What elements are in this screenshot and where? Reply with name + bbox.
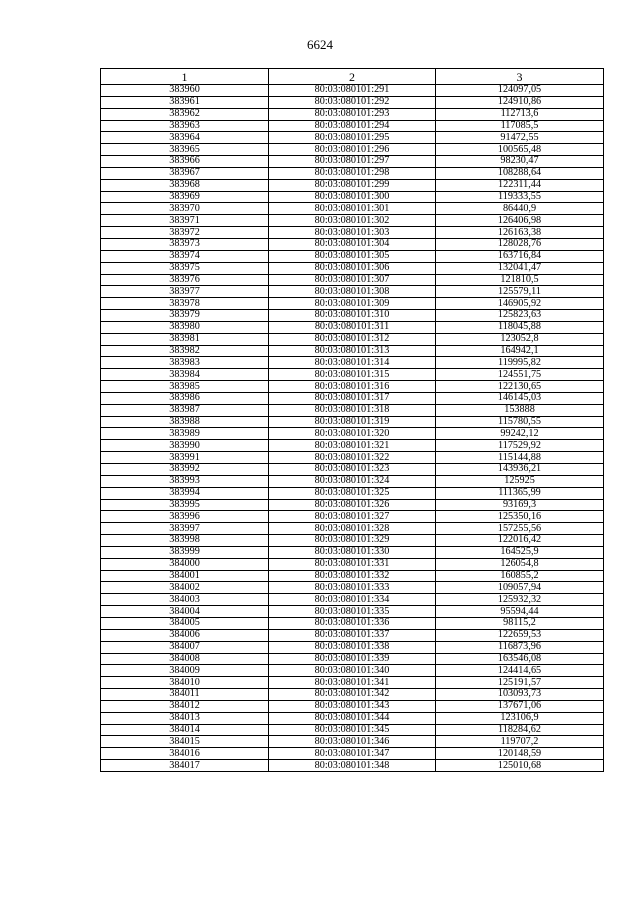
value-cell: 132041,47 (436, 262, 604, 274)
row-number-cell: 384000 (101, 558, 269, 570)
cadastral-number-cell: 80:03:080101:304 (269, 238, 436, 250)
table-row (101, 606, 604, 618)
cadastral-number-cell: 80:03:080101:341 (269, 677, 436, 689)
cadastral-number-cell: 80:03:080101:308 (269, 286, 436, 298)
row-number-cell: 383988 (101, 416, 269, 428)
table-row (101, 570, 604, 582)
table-row (101, 689, 604, 701)
table-row (101, 629, 604, 641)
value-cell: 86440,9 (436, 203, 604, 215)
row-number-cell: 383968 (101, 179, 269, 191)
cadastral-number-cell: 80:03:080101:312 (269, 333, 436, 345)
cadastral-number-cell: 80:03:080101:316 (269, 381, 436, 393)
cadastral-number-cell: 80:03:080101:330 (269, 546, 436, 558)
row-number-cell: 383972 (101, 227, 269, 239)
table-row (101, 464, 604, 476)
table-row (101, 392, 604, 404)
value-cell: 128028,76 (436, 238, 604, 250)
cadastral-number-cell: 80:03:080101:297 (269, 156, 436, 168)
row-number-cell: 384015 (101, 736, 269, 748)
value-cell: 163546,08 (436, 653, 604, 665)
row-number-cell: 383993 (101, 475, 269, 487)
table-row (101, 617, 604, 629)
value-cell: 125191,57 (436, 677, 604, 689)
table-row (101, 546, 604, 558)
row-number-cell: 384005 (101, 617, 269, 629)
value-cell: 109057,94 (436, 582, 604, 594)
cadastral-number-cell: 80:03:080101:345 (269, 724, 436, 736)
cadastral-number-cell: 80:03:080101:309 (269, 298, 436, 310)
value-cell: 143936,21 (436, 464, 604, 476)
cadastral-number-cell: 80:03:080101:291 (269, 85, 436, 97)
row-number-cell: 383970 (101, 203, 269, 215)
table-row (101, 274, 604, 286)
table-row (101, 736, 604, 748)
value-cell: 153888 (436, 404, 604, 416)
table-row (101, 487, 604, 499)
column-header-1: 1 (101, 69, 269, 85)
cadastral-number-cell: 80:03:080101:346 (269, 736, 436, 748)
value-cell: 125579,11 (436, 286, 604, 298)
row-number-cell: 383984 (101, 369, 269, 381)
row-number-cell: 383979 (101, 310, 269, 322)
value-cell: 157255,56 (436, 523, 604, 535)
table-row (101, 452, 604, 464)
table-row (101, 298, 604, 310)
cadastral-number-cell: 80:03:080101:310 (269, 310, 436, 322)
table-row (101, 357, 604, 369)
table-row (101, 191, 604, 203)
cadastral-number-cell: 80:03:080101:301 (269, 203, 436, 215)
value-cell: 116873,96 (436, 641, 604, 653)
row-number-cell: 383987 (101, 404, 269, 416)
value-cell: 122659,53 (436, 629, 604, 641)
table-row (101, 724, 604, 736)
cadastral-number-cell: 80:03:080101:296 (269, 144, 436, 156)
table-row (101, 310, 604, 322)
row-number-cell: 383973 (101, 238, 269, 250)
table-row (101, 203, 604, 215)
value-cell: 118284,62 (436, 724, 604, 736)
cadastral-number-cell: 80:03:080101:320 (269, 428, 436, 440)
value-cell: 121810,5 (436, 274, 604, 286)
table-row (101, 144, 604, 156)
table-row (101, 250, 604, 262)
row-number-cell: 383975 (101, 262, 269, 274)
cadastral-number-cell: 80:03:080101:298 (269, 167, 436, 179)
value-cell: 100565,48 (436, 144, 604, 156)
cadastral-number-cell: 80:03:080101:313 (269, 345, 436, 357)
cadastral-number-cell: 80:03:080101:325 (269, 487, 436, 499)
cadastral-number-cell: 80:03:080101:322 (269, 452, 436, 464)
table-row (101, 653, 604, 665)
value-cell: 125350,16 (436, 511, 604, 523)
header-row (101, 69, 604, 85)
cadastral-number-cell: 80:03:080101:336 (269, 617, 436, 629)
cadastral-number-cell: 80:03:080101:327 (269, 511, 436, 523)
cadastral-number-cell: 80:03:080101:340 (269, 665, 436, 677)
value-cell: 120148,59 (436, 748, 604, 760)
row-number-cell: 384006 (101, 629, 269, 641)
table-row (101, 748, 604, 760)
cadastral-number-cell: 80:03:080101:343 (269, 700, 436, 712)
row-number-cell: 384002 (101, 582, 269, 594)
value-cell: 119707,2 (436, 736, 604, 748)
value-cell: 115780,55 (436, 416, 604, 428)
table-row (101, 108, 604, 120)
value-cell: 123052,8 (436, 333, 604, 345)
table-row (101, 238, 604, 250)
cadastral-number-cell: 80:03:080101:293 (269, 108, 436, 120)
row-number-cell: 383967 (101, 167, 269, 179)
table-row (101, 523, 604, 535)
cadastral-number-cell: 80:03:080101:292 (269, 96, 436, 108)
cadastral-number-cell: 80:03:080101:348 (269, 760, 436, 772)
cadastral-number-cell: 80:03:080101:295 (269, 132, 436, 144)
row-number-cell: 383961 (101, 96, 269, 108)
row-number-cell: 383989 (101, 428, 269, 440)
value-cell: 99242,12 (436, 428, 604, 440)
row-number-cell: 384008 (101, 653, 269, 665)
cadastral-number-cell: 80:03:080101:332 (269, 570, 436, 582)
row-number-cell: 384004 (101, 606, 269, 618)
value-cell: 111365,99 (436, 487, 604, 499)
value-cell: 126163,38 (436, 227, 604, 239)
table-body (101, 85, 604, 772)
table-row (101, 416, 604, 428)
cadastral-number-cell: 80:03:080101:337 (269, 629, 436, 641)
value-cell: 117085,5 (436, 120, 604, 132)
page-number: 6624 (307, 37, 333, 52)
table-row (101, 381, 604, 393)
row-number-cell: 383986 (101, 392, 269, 404)
value-cell: 118045,88 (436, 321, 604, 333)
row-number-cell: 383990 (101, 440, 269, 452)
table-row (101, 594, 604, 606)
value-cell: 163716,84 (436, 250, 604, 262)
row-number-cell: 383977 (101, 286, 269, 298)
cadastral-number-cell: 80:03:080101:344 (269, 712, 436, 724)
value-cell: 122016,42 (436, 535, 604, 547)
table-row (101, 475, 604, 487)
row-number-cell: 383981 (101, 333, 269, 345)
value-cell: 146905,92 (436, 298, 604, 310)
cadastral-number-cell: 80:03:080101:315 (269, 369, 436, 381)
row-number-cell: 384001 (101, 570, 269, 582)
cadastral-number-cell: 80:03:080101:347 (269, 748, 436, 760)
cadastral-number-cell: 80:03:080101:338 (269, 641, 436, 653)
value-cell: 164525,9 (436, 546, 604, 558)
row-number-cell: 383980 (101, 321, 269, 333)
table-row (101, 215, 604, 227)
cadastral-number-cell: 80:03:080101:335 (269, 606, 436, 618)
table-row (101, 85, 604, 97)
value-cell: 125010,68 (436, 760, 604, 772)
value-cell: 108288,64 (436, 167, 604, 179)
table-row (101, 179, 604, 191)
table-row (101, 369, 604, 381)
table-row (101, 167, 604, 179)
cadastral-number-cell: 80:03:080101:306 (269, 262, 436, 274)
row-number-cell: 383960 (101, 85, 269, 97)
value-cell: 124910,86 (436, 96, 604, 108)
table-row (101, 665, 604, 677)
value-cell: 112713,6 (436, 108, 604, 120)
row-number-cell: 384013 (101, 712, 269, 724)
cadastral-number-cell: 80:03:080101:302 (269, 215, 436, 227)
cadastral-number-cell: 80:03:080101:303 (269, 227, 436, 239)
row-number-cell: 383969 (101, 191, 269, 203)
row-number-cell: 383985 (101, 381, 269, 393)
table-row (101, 262, 604, 274)
cadastral-number-cell: 80:03:080101:294 (269, 120, 436, 132)
row-number-cell: 383982 (101, 345, 269, 357)
row-number-cell: 384010 (101, 677, 269, 689)
table-row (101, 677, 604, 689)
row-number-cell: 384012 (101, 700, 269, 712)
value-cell: 124097,05 (436, 85, 604, 97)
table-row (101, 227, 604, 239)
table-row (101, 511, 604, 523)
cadastral-number-cell: 80:03:080101:311 (269, 321, 436, 333)
table-row (101, 700, 604, 712)
row-number-cell: 383998 (101, 535, 269, 547)
table-row (101, 333, 604, 345)
cadastral-number-cell: 80:03:080101:323 (269, 464, 436, 476)
value-cell: 91472,55 (436, 132, 604, 144)
cadastral-number-cell: 80:03:080101:331 (269, 558, 436, 570)
table-row (101, 428, 604, 440)
value-cell: 160855,2 (436, 570, 604, 582)
row-number-cell: 383983 (101, 357, 269, 369)
table-row (101, 440, 604, 452)
table-row (101, 712, 604, 724)
value-cell: 98115,2 (436, 617, 604, 629)
row-number-cell: 383991 (101, 452, 269, 464)
row-number-cell: 384016 (101, 748, 269, 760)
value-cell: 125823,63 (436, 310, 604, 322)
cadastral-number-cell: 80:03:080101:342 (269, 689, 436, 701)
value-cell: 124551,75 (436, 369, 604, 381)
cadastral-number-cell: 80:03:080101:324 (269, 475, 436, 487)
value-cell: 103093,73 (436, 689, 604, 701)
row-number-cell: 384014 (101, 724, 269, 736)
table-row (101, 535, 604, 547)
row-number-cell: 383963 (101, 120, 269, 132)
row-number-cell: 383974 (101, 250, 269, 262)
row-number-cell: 384003 (101, 594, 269, 606)
row-number-cell: 383962 (101, 108, 269, 120)
value-cell: 126054,8 (436, 558, 604, 570)
value-cell: 123106,9 (436, 712, 604, 724)
value-cell: 95594,44 (436, 606, 604, 618)
row-number-cell: 383971 (101, 215, 269, 227)
table-row (101, 760, 604, 772)
table-row (101, 582, 604, 594)
table-row (101, 499, 604, 511)
value-cell: 146145,03 (436, 392, 604, 404)
value-cell: 126406,98 (436, 215, 604, 227)
row-number-cell: 383966 (101, 156, 269, 168)
cadastral-number-cell: 80:03:080101:318 (269, 404, 436, 416)
cadastral-number-cell: 80:03:080101:305 (269, 250, 436, 262)
cadastral-number-cell: 80:03:080101:299 (269, 179, 436, 191)
column-header-3: 3 (436, 69, 604, 85)
value-cell: 119995,82 (436, 357, 604, 369)
row-number-cell: 384011 (101, 689, 269, 701)
value-cell: 125932,32 (436, 594, 604, 606)
row-number-cell: 383997 (101, 523, 269, 535)
table-row (101, 641, 604, 653)
value-cell: 98230,47 (436, 156, 604, 168)
value-cell: 93169,3 (436, 499, 604, 511)
value-cell: 122311,44 (436, 179, 604, 191)
table-row (101, 286, 604, 298)
row-number-cell: 383992 (101, 464, 269, 476)
cadastral-number-cell: 80:03:080101:329 (269, 535, 436, 547)
value-cell: 164942,1 (436, 345, 604, 357)
row-number-cell: 383999 (101, 546, 269, 558)
cadastral-number-cell: 80:03:080101:326 (269, 499, 436, 511)
cadastral-number-cell: 80:03:080101:333 (269, 582, 436, 594)
row-number-cell: 383994 (101, 487, 269, 499)
table-row (101, 345, 604, 357)
table-row (101, 96, 604, 108)
cadastral-number-cell: 80:03:080101:339 (269, 653, 436, 665)
table-row (101, 132, 604, 144)
value-cell: 125925 (436, 475, 604, 487)
row-number-cell: 383995 (101, 499, 269, 511)
value-cell: 115144,88 (436, 452, 604, 464)
table-row (101, 120, 604, 132)
value-cell: 119333,55 (436, 191, 604, 203)
table-row (101, 404, 604, 416)
row-number-cell: 383965 (101, 144, 269, 156)
value-cell: 117529,92 (436, 440, 604, 452)
value-cell: 137671,06 (436, 700, 604, 712)
row-number-cell: 384009 (101, 665, 269, 677)
table-row (101, 321, 604, 333)
cadastral-number-cell: 80:03:080101:317 (269, 392, 436, 404)
data-table (100, 68, 604, 772)
cadastral-number-cell: 80:03:080101:314 (269, 357, 436, 369)
row-number-cell: 383996 (101, 511, 269, 523)
row-number-cell: 383964 (101, 132, 269, 144)
table-row (101, 156, 604, 168)
cadastral-number-cell: 80:03:080101:319 (269, 416, 436, 428)
cadastral-number-cell: 80:03:080101:328 (269, 523, 436, 535)
row-number-cell: 383976 (101, 274, 269, 286)
row-number-cell: 384017 (101, 760, 269, 772)
value-cell: 124414,65 (436, 665, 604, 677)
cadastral-number-cell: 80:03:080101:307 (269, 274, 436, 286)
row-number-cell: 384007 (101, 641, 269, 653)
cadastral-number-cell: 80:03:080101:334 (269, 594, 436, 606)
value-cell: 122130,65 (436, 381, 604, 393)
row-number-cell: 383978 (101, 298, 269, 310)
cadastral-number-cell: 80:03:080101:300 (269, 191, 436, 203)
cadastral-number-cell: 80:03:080101:321 (269, 440, 436, 452)
table-row (101, 558, 604, 570)
column-header-2: 2 (269, 69, 436, 85)
